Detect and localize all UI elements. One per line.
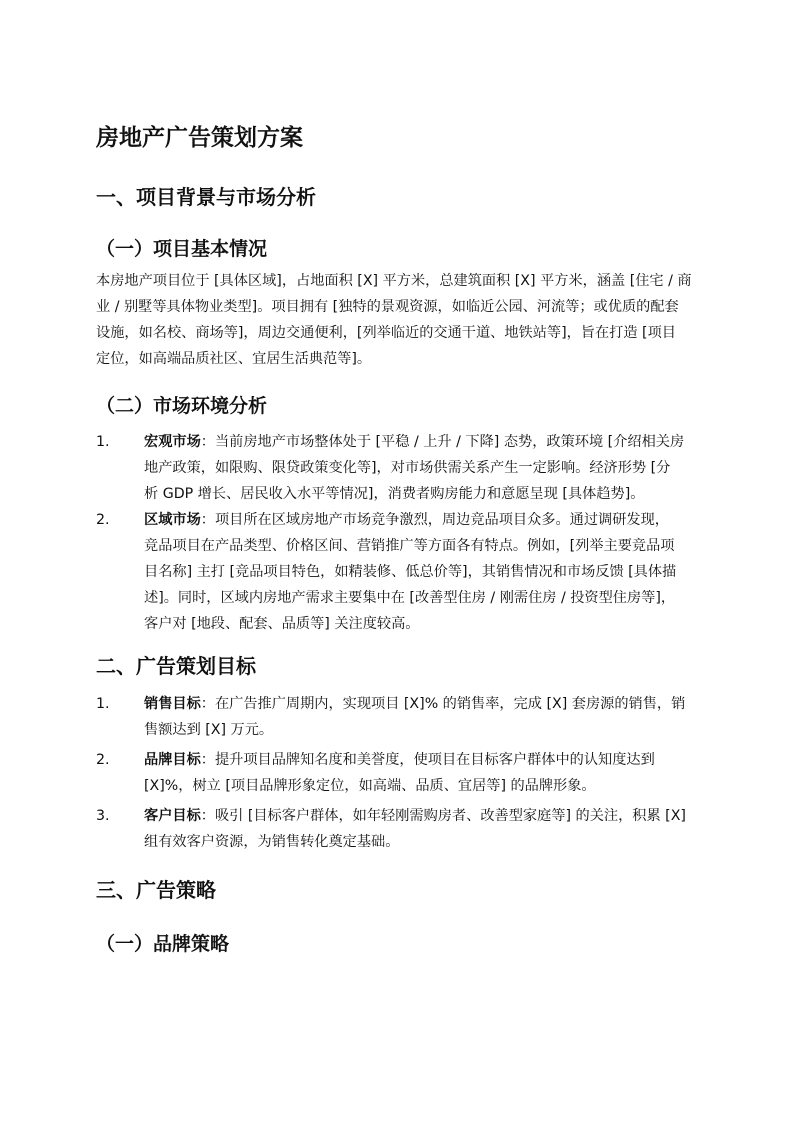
list-item-lead: 销售目标 bbox=[144, 696, 201, 712]
list-item-text: ：当前房地产市场整体处于 [平稳 / 上升 / 下降] 态势，政策环境 [介绍相关房 bbox=[200, 434, 685, 450]
section-1-2-heading: （二）市场环境分析 bbox=[96, 395, 268, 417]
list-item-text: ：项目所在区域房地产市场竞争激烈，周边竞品项目众多。通过调研发现， bbox=[200, 512, 669, 528]
paragraph-line: 设施，如名校、商场等]，周边交通便利，[列举临近的交通干道、地铁站等]，旨在打造 [项目 bbox=[96, 325, 676, 341]
list-item-text: ：提升项目品牌知名度和美誉度，使项目在目标客户群体中的认知度达到 bbox=[200, 752, 655, 768]
section-1-heading: 一、项目背景与市场分析 bbox=[96, 185, 316, 209]
document-title: 房地产广告策划方案 bbox=[96, 125, 303, 151]
list-item-number: 2. bbox=[96, 512, 110, 528]
section-3-heading: 三、广告策略 bbox=[96, 878, 216, 902]
list-item-line: [X]%，树立 [项目品牌形象定位，如高端、品质、宜居等] 的品牌形象。 bbox=[144, 778, 596, 794]
list-item-lead: 客户目标 bbox=[144, 808, 201, 824]
list-item-number: 1. bbox=[96, 434, 110, 450]
list-item-line: 目名称] 主打 [竞品项目特色，如精装修、低总价等]，其销售情况和市场反馈 [具体描 bbox=[144, 564, 677, 580]
list-item-line: 客户对 [地段、配套、品质等] 关注度较高。 bbox=[144, 616, 420, 632]
section-2-heading: 二、广告策划目标 bbox=[96, 654, 256, 678]
project-overview-paragraph bbox=[96, 268, 692, 372]
list-item-number: 2. bbox=[96, 752, 110, 768]
list-item-number: 1. bbox=[96, 696, 110, 712]
list-item-line: 售额达到 [X] 万元。 bbox=[144, 722, 274, 738]
list-item-lead: 品牌目标 bbox=[144, 752, 201, 768]
list-item-line: 地产政策，如限购、限贷政策变化等]，对市场供需关系产生一定影响。经济形势 [分 bbox=[144, 460, 671, 476]
paragraph-line: 本房地产项目位于 [具体区域]，占地面积 [X] 平方米，总建筑面积 [X] 平方米，涵盖 [住宅 / 商 bbox=[96, 273, 692, 289]
list-item-line: 析 GDP 增长、居民收入水平等情况]，消费者购房能力和意愿呈现 [具体趋势]。 bbox=[144, 486, 645, 502]
list-item-number: 3. bbox=[96, 808, 110, 824]
section-3-1-heading: （一）品牌策略 bbox=[96, 933, 230, 955]
list-item-text: ：在广告推广周期内，实现项目 [X]% 的销售率，完成 [X] 套房源的销售，销 bbox=[200, 696, 686, 712]
paragraph-line: 定位，如高端品质社区、宜居生活典范等]。 bbox=[96, 351, 372, 367]
list-item-line: 组有效客户资源，为销售转化奠定基础。 bbox=[144, 834, 400, 850]
section-1-1-heading: （一）项目基本情况 bbox=[96, 238, 268, 260]
list-item-line: 竞品项目在产品类型、价格区间、营销推广等方面各有特点。例如，[列举主要竞品项 bbox=[144, 538, 675, 554]
list-item-lead: 宏观市场 bbox=[144, 434, 201, 450]
paragraph-line: 业 / 别墅等具体物业类型]。项目拥有 [独特的景观资源，如临近公园、河流等；或优质的配套 bbox=[96, 299, 679, 315]
list-item-text: ：吸引 [目标客户群体，如年轻刚需购房者、改善型家庭等] 的关注，积累 [X] bbox=[200, 808, 686, 824]
list-item-line: 述]。同时，区域内房地产需求主要集中在 [改善型住房 / 刚需住房 / 投资型住房等]， bbox=[144, 590, 676, 606]
list-item-lead: 区域市场 bbox=[144, 512, 201, 528]
